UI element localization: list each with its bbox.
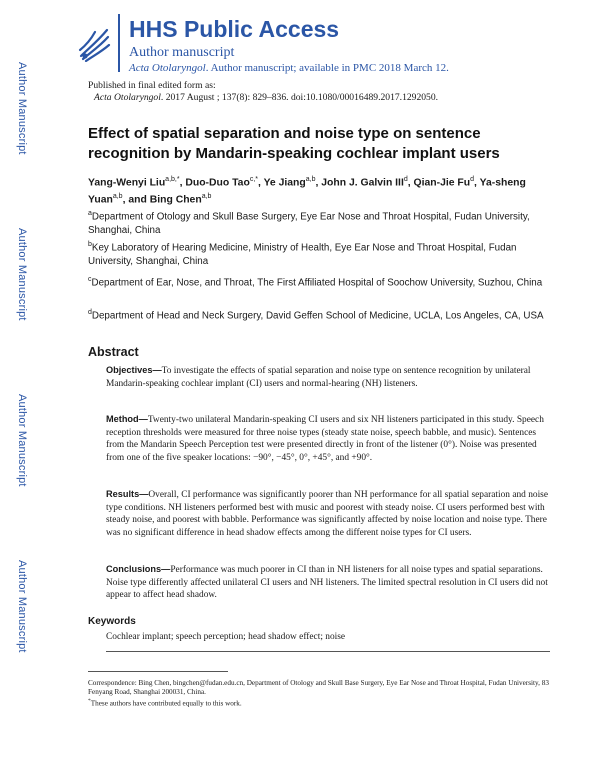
affiliation-text: Department of Otology and Skull Base Surgery, Eye Ear Nose and Throat Hospital, Fudan University, Shanghai, China xyxy=(88,211,530,236)
abstract-section-lead: Results— xyxy=(106,489,149,499)
affiliation-sup: a xyxy=(88,210,92,217)
citation-journal: Acta Otolaryngol xyxy=(94,92,161,103)
affiliation-sup: d xyxy=(88,309,92,316)
sidebar-label-author-manuscript: Author Manuscript xyxy=(16,228,28,321)
author-name: Yang-Wenyi Liu xyxy=(88,177,166,189)
hhs-subtitle: Author manuscript xyxy=(129,45,235,60)
citation-details: . 2017 August ; 137(8): 829–836. doi:10.1080/00016489.2017.1292050. xyxy=(160,92,439,103)
affiliation xyxy=(88,238,558,268)
author-affil-sup: a,b xyxy=(112,193,123,201)
keywords-text: Cochlear implant; speech perception; head shadow effect; noise xyxy=(106,632,346,642)
journal-abbrev: Acta Otolaryngol xyxy=(129,62,206,74)
abstract-method xyxy=(106,413,551,465)
author-name: Qian-Jie Fu xyxy=(413,177,471,189)
affiliation xyxy=(88,306,558,323)
published-label: Published in final edited form as: xyxy=(88,80,216,91)
sidebar-label-author-manuscript: Author Manuscript xyxy=(16,560,28,653)
citation-line xyxy=(94,92,438,103)
footnote-sup: * xyxy=(88,698,91,704)
hhs-header xyxy=(72,14,582,76)
author-name: Duo-Duo Tao xyxy=(185,177,250,189)
correspondence-footnote: Correspondence: Bing Chen, bingchen@fudan.edu.cn, Department of Otology and Skull Base Surgery, Eye Ear Nose and Throat Hospital, Fudan University, 83 Fenyang Road, Shanghai 200031, China. xyxy=(88,679,549,696)
abstract-section-text: Overall, CI performance was significantly poorer than NH performance for all spatial separation and noise type conditions. NH listeners performed best with music and poorest with steady noise. CI users performed best with steady noise, and poorest with babble. Performance was significantly affected by noise location and noise type. There was no significant difference in head shadow effects among the different noise types for CI users. xyxy=(106,490,548,539)
abstract-section-lead: Conclusions— xyxy=(106,564,171,574)
sidebar-label-author-manuscript: Author Manuscript xyxy=(16,62,28,155)
abstract-heading: Abstract xyxy=(88,345,139,359)
affiliation-text: Key Laboratory of Hearing Medicine, Ministry of Health, Eye Ear Nose and Throat Hospital, Fudan University, Shanghai, China xyxy=(88,242,517,267)
hhs-availability xyxy=(129,62,449,74)
author-name: Bing Chen xyxy=(149,194,202,206)
abstract-objectives xyxy=(106,364,551,390)
author-name: John J. Galvin III xyxy=(321,177,404,189)
keywords-heading: Keywords xyxy=(88,616,136,627)
author-name: Ye Jiang xyxy=(263,177,306,189)
author-list: Yang-Wenyi Liu$^{a,b,*}$, Duo-Duo Tao$^{c,*}$, Ye Jiang$^{a,b}$, John J. Galvin III$^d$, Qian-Jie Fu$^d$, Ya-sheng Yuan$^{a,b}$, and Bing Chen$^{a,b}$ xyxy=(88,176,526,206)
author-affil-sup: c,* xyxy=(249,176,258,183)
abstract-results xyxy=(106,488,551,540)
hhs-eagle-logo-icon xyxy=(72,14,120,72)
abstract-conclusions xyxy=(106,563,551,602)
equal-contribution-footnote xyxy=(88,697,558,708)
sidebar-label-author-manuscript: Author Manuscript xyxy=(16,394,28,487)
affiliation xyxy=(88,207,558,237)
keywords-divider xyxy=(106,651,550,652)
author-name: Ya-sheng Yuan xyxy=(88,177,526,206)
abstract-section-text: Performance was much poorer in CI than in NH listeners for all noise types and spatial separations. Noise type differently affected unilateral CI users and NH listeners. The limited spectral resolution in CI users did not appear to affect head shadow. xyxy=(106,565,548,601)
abstract-section-text: To investigate the effects of spatial separation and noise type on sentence recognition by unilateral Mandarin-speaking cochlear implant (CI) users and normal-hearing (NH) listeners. xyxy=(106,366,531,389)
footnote-text: These authors have contributed equally to this work. xyxy=(90,699,242,708)
affiliation-text: Department of Ear, Nose, and Throat, The First Affiliated Hospital of Soochow University, Suzhou, China xyxy=(91,277,543,289)
affiliation-sup: c xyxy=(88,276,92,283)
article-title: Effect of spatial separation and noise type on sentence recognition by Mandarin-speaking cochlear implant users xyxy=(88,125,500,162)
hhs-title: HHS Public Access xyxy=(129,16,340,42)
author-affil-sup: a,b xyxy=(201,193,212,201)
abstract-section-lead: Method— xyxy=(106,414,148,424)
affiliation xyxy=(88,273,558,290)
footnote-divider xyxy=(88,671,228,672)
affiliation-text: Department of Head and Neck Surgery, David Geffen School of Medicine, UCLA, Los Angeles, CA, USA xyxy=(91,310,544,322)
affiliation-sup: b xyxy=(88,241,92,248)
author-affil-sup: d xyxy=(470,176,475,183)
author-affil-sup: a,b,* xyxy=(165,176,180,183)
abstract-section-text: Twenty-two unilateral Mandarin-speaking CI users and six NH listeners participated in this study. Speech reception thresholds were measured for three noise types (steady state noise, speech babble, and music). Sentences from the Mandarin Speech Perception test were presented directly in front of the listener (0°). Noise was presented from one of the five speaker locations: −90°, −45°, 0°, +45°, and +90°. xyxy=(106,415,544,464)
author-affil-sup: a,b xyxy=(305,176,316,183)
author-affil-sup: d xyxy=(403,176,408,183)
availability-text: . Author manuscript; available in PMC 2018 March 12. xyxy=(205,62,449,74)
abstract-section-lead: Objectives— xyxy=(106,365,162,375)
author-and: and xyxy=(128,194,147,206)
